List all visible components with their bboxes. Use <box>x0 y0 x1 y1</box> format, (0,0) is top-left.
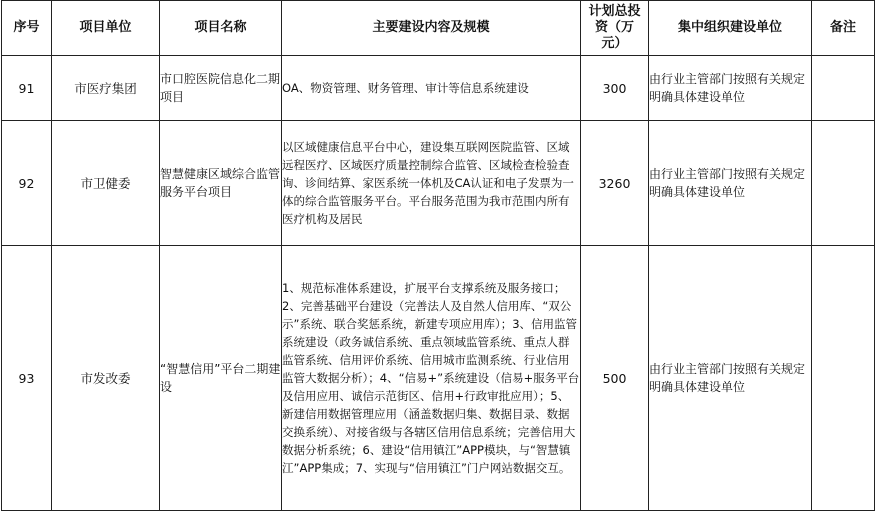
project-table <box>1 0 875 511</box>
row-unit: 市发改委 <box>52 246 160 511</box>
row-org: 由行业主管部门按照有关规定明确具体建设单位 <box>649 121 812 246</box>
row-investment: 3260 <box>581 121 649 246</box>
row-unit: 市卫健委 <box>52 121 160 246</box>
row-name: 智慧健康区域综合监管服务平台项目 <box>160 121 282 246</box>
header-row <box>2 1 875 56</box>
row-remark <box>812 246 875 511</box>
row-org: 由行业主管部门按照有关规定明确具体建设单位 <box>649 56 812 121</box>
row-unit: 市医疗集团 <box>52 56 160 121</box>
row-seq: 91 <box>2 56 52 121</box>
row-content: 1、规范标准体系建设，扩展平台支撑系统及服务接口；2、完善基础平台建设（完善法人及自然人信用库、“双公示”系统、联合奖惩系统，新建专项应用库）；3、信用监管系统建设（政务诚信系统、重点领域监管系统、重点人群监管系统、信用评价系统、信用城市监测系统、行业信用监管大数据分析）；4、“信易+”系统建设（信易+服务平台及信用应用、诚信示范街区、信用+行政审批应用）；5、新建信用数据管理应用（涵盖数据归集、数据目录、数据交换系统）、对接省级与各辖区信用信息系统；完善信用大数据分析系统；6、建设“信用镇江”APP模块，与“智慧镇江”APP集成；7、实现与“信用镇江”门户网站数据交互。 <box>282 246 581 511</box>
row-investment: 300 <box>581 56 649 121</box>
row-name: 市口腔医院信息化二期项目 <box>160 56 282 121</box>
row-seq: 93 <box>2 246 52 511</box>
header-org: 集中组织建设单位 <box>649 1 812 56</box>
header-name: 项目名称 <box>160 1 282 56</box>
header-remark: 备注 <box>812 1 875 56</box>
table-row <box>2 246 875 511</box>
row-content: 以区域健康信息平台中心，建设集互联网医院监管、区域远程医疗、区域医疗质量控制综合监管、区域检查检验查询、诊间结算、家医系统一体机及CA认证和电子发票为一体的综合监管服务平台。平台服务范围为我市范围内所有医疗机构及居民 <box>282 121 581 246</box>
header-content: 主要建设内容及规模 <box>282 1 581 56</box>
row-remark <box>812 56 875 121</box>
row-remark <box>812 121 875 246</box>
table-row <box>2 56 875 121</box>
row-name: “智慧信用”平台二期建设 <box>160 246 282 511</box>
header-investment: 计划总投资（万元） <box>581 1 649 56</box>
row-investment: 500 <box>581 246 649 511</box>
table-row <box>2 121 875 246</box>
row-seq: 92 <box>2 121 52 246</box>
row-content: OA、物资管理、财务管理、审计等信息系统建设 <box>282 56 581 121</box>
row-org: 由行业主管部门按照有关规定明确具体建设单位 <box>649 246 812 511</box>
header-unit: 项目单位 <box>52 1 160 56</box>
header-seq: 序号 <box>2 1 52 56</box>
